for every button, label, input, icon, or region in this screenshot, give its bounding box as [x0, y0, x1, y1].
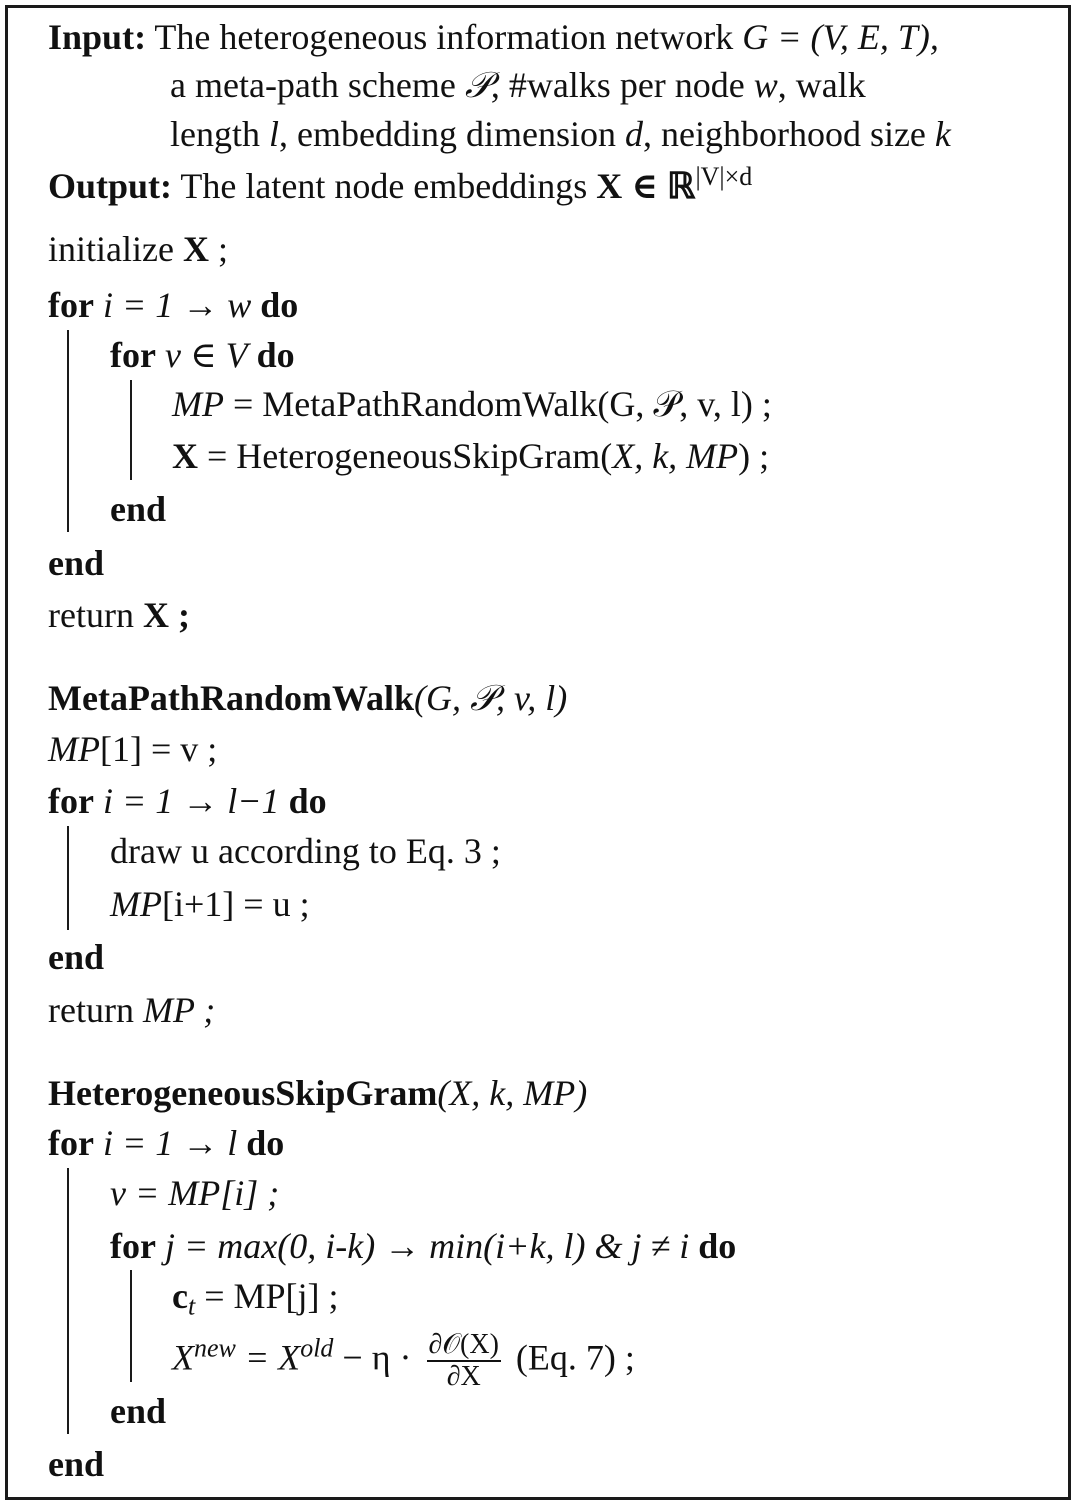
x-old-sup: old: [300, 1333, 334, 1363]
end-outer: [48, 541, 104, 585]
return-keyword: return: [48, 990, 134, 1030]
context-var: c: [172, 1276, 188, 1316]
for-nodes-block-bar: [130, 380, 132, 480]
walk-end: [48, 935, 104, 979]
skipgram-args: X, k, MP: [612, 436, 739, 476]
dimension-symbol: d: [624, 114, 643, 154]
output-text: The latent node embeddings: [180, 166, 588, 206]
end-inner: [110, 487, 166, 531]
input-label: Input:: [48, 17, 147, 57]
x-assign-line: [172, 434, 769, 478]
mp-var: MP: [110, 884, 162, 924]
input-text-3a: length: [170, 114, 260, 154]
skip-ct-rhs: = MP[j] ;: [204, 1276, 339, 1316]
mp-assign-line: [172, 382, 772, 426]
return-line: [48, 593, 190, 637]
for-keyword: for: [48, 285, 94, 325]
skip-outer-end: [48, 1442, 104, 1486]
end-keyword: end: [48, 1444, 105, 1484]
input-text-2b: , #walks per node: [490, 65, 745, 105]
walk-return-line: [48, 988, 215, 1032]
walks-symbol: w: [753, 65, 778, 105]
end-keyword: end: [48, 543, 105, 583]
skip-ct-line: [172, 1274, 339, 1321]
skip-update-line: [172, 1330, 635, 1392]
skip-v-assign-line: [110, 1171, 279, 1215]
x-new-var: X: [172, 1337, 194, 1378]
walk-for-block-bar: [67, 826, 69, 930]
meta-path-symbol: 𝒫: [464, 65, 491, 105]
end-keyword: end: [110, 1391, 167, 1431]
input-text-2a: a meta-path scheme: [170, 65, 456, 105]
skip-function-name: HeterogeneousSkipGram: [48, 1073, 438, 1113]
for-keyword: for: [48, 781, 94, 821]
input-text-3c: , neighborhood size: [642, 114, 926, 154]
walk-init-line: [48, 727, 217, 771]
end-keyword: end: [110, 489, 167, 529]
walk-init-rhs: [1] = v ;: [99, 729, 218, 769]
gradient-denominator: ∂X: [446, 1361, 481, 1392]
mp-var: MP: [48, 729, 100, 769]
input-line-3: [170, 112, 951, 156]
return-keyword: return: [48, 595, 134, 635]
output-label: Output:: [48, 166, 173, 206]
for-walks-line: [48, 283, 298, 327]
init-text: initialize: [48, 229, 174, 269]
x-old-var: = X: [244, 1337, 301, 1378]
gradient-fraction: [427, 1330, 501, 1392]
context-sub: t: [187, 1291, 196, 1321]
init-line: [48, 227, 228, 271]
skip-inner-block-bar: [130, 1270, 132, 1382]
walk-function-params: (G, 𝒫, v, l): [414, 678, 568, 718]
x-var: X: [172, 436, 198, 476]
length-symbol: l: [268, 114, 279, 154]
walk-assign-line: [110, 882, 310, 926]
skip-for-cond: i = 1 → l: [102, 1123, 238, 1163]
learning-rate-term: − η ·: [342, 1337, 412, 1378]
gradient-numerator: ∂𝒪(X): [428, 1329, 499, 1360]
init-end: ;: [217, 229, 228, 269]
mp-var: MP: [172, 384, 224, 424]
input-line-1: [48, 15, 939, 59]
input-text: The heterogeneous information network: [154, 17, 734, 57]
skip-inner-for-line: [110, 1224, 736, 1268]
skip-inner-for-cond: j = max(0, i-k) → min(i+k, l) & j ≠ i: [164, 1226, 690, 1266]
embedding-dims: |V|×d: [695, 162, 753, 191]
walk-function-header: [48, 676, 567, 720]
x-new-sup: new: [194, 1333, 236, 1363]
neighborhood-symbol: k: [934, 114, 951, 154]
for-walks-block-bar: [67, 330, 69, 532]
skip-function-header: [48, 1071, 587, 1115]
input-text-2c: , walk: [777, 65, 866, 105]
skip-inner-end: [110, 1389, 166, 1433]
network-tuple: G = (V, E, T),: [742, 17, 939, 57]
for-nodes-line: [110, 333, 295, 377]
skipgram-end: ) ;: [738, 436, 770, 476]
skip-for-block-bar: [67, 1168, 69, 1434]
do-keyword: do: [288, 781, 327, 821]
for-nodes-cond: v ∈ V: [164, 335, 248, 375]
input-text-3b: , embedding dimension: [279, 114, 616, 154]
walk-for-cond: i = 1 → l−1: [102, 781, 280, 821]
for-keyword: for: [110, 335, 156, 375]
do-keyword: do: [246, 1123, 285, 1163]
input-line-2: [170, 63, 866, 107]
walk-for-line: [48, 779, 327, 823]
skip-for-line: [48, 1121, 284, 1165]
return-value: X ;: [142, 595, 190, 635]
mp-call: = MetaPathRandomWalk(G, 𝒫, v, l) ;: [232, 384, 772, 424]
skip-v-assign: v = MP[i] ;: [110, 1173, 280, 1213]
eq-reference: (Eq. 7) ;: [515, 1337, 635, 1378]
for-keyword: for: [110, 1226, 156, 1266]
skip-function-params: (X, k, MP): [437, 1073, 588, 1113]
embedding-matrix: X ∈ ℝ: [596, 166, 696, 206]
do-keyword: do: [698, 1226, 737, 1266]
end-keyword: end: [48, 937, 105, 977]
for-keyword: for: [48, 1123, 94, 1163]
output-line: [48, 164, 752, 208]
skipgram-call: = HeterogeneousSkipGram(: [207, 436, 613, 476]
for-walks-cond: i = 1 → w: [102, 285, 252, 325]
walk-assign-rhs: [i+1] = u ;: [161, 884, 310, 924]
init-x: X: [182, 229, 209, 269]
walk-draw-line: [110, 829, 501, 873]
do-keyword: do: [260, 285, 299, 325]
walk-function-name: MetaPathRandomWalk: [48, 678, 415, 718]
walk-draw-text: draw u according to Eq. 3 ;: [110, 831, 501, 871]
do-keyword: do: [256, 335, 295, 375]
walk-return-value: MP ;: [142, 990, 216, 1030]
